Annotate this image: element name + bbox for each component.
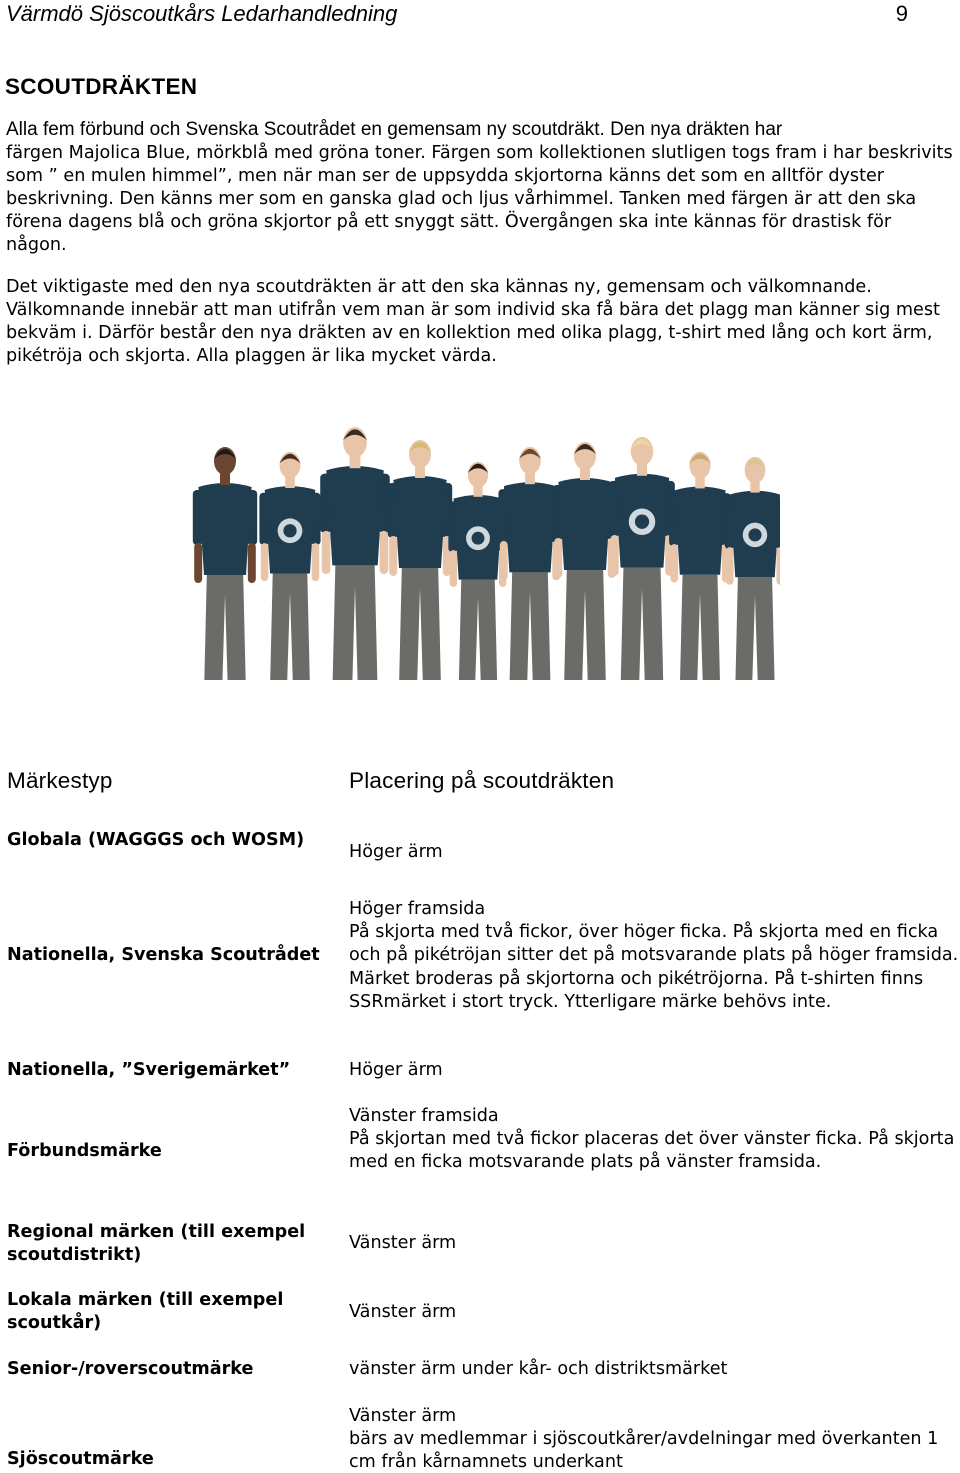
- arm: [776, 547, 780, 585]
- placement-national-ssr: Höger framsida På skjorta med två fickor, över höger ficka. På skjorta med en ficka och på pikétröjan sitter det på motsvarande plats på höger framsida. Märket broderas på skjortorna och pikétröjorna. På t-shirten finns SSRmärket i stort tryck. Ytterligare märke behövs inte.: [349, 899, 959, 1012]
- uniform-shirt: [393, 476, 446, 568]
- arm: [554, 538, 562, 578]
- shirt-print-emblem-center: [283, 524, 296, 537]
- shirt-print-emblem-center: [472, 532, 485, 545]
- scout-figure: [498, 447, 561, 680]
- arm: [312, 543, 320, 581]
- trousers: [332, 565, 377, 680]
- scout-figure: [193, 447, 257, 680]
- arm: [322, 531, 331, 574]
- badge-type-national-ssr: Nationella, Svenska Scoutrådet: [7, 945, 320, 965]
- uniform-shirt: [504, 482, 556, 572]
- trousers: [509, 572, 550, 680]
- welcome-paragraph: Det viktigaste med den nya scoutdräkten är att den ska kännas ny, gemensam och välkomnande. Välkomnande innebär att man utifrån vem man är som individ ska få bära det plagg man känner sig mest bekväm i. Därför består den nya dräkten av en kollektion med olika plagg, t-shirt med lång och kort ärm, pikétröja och skjorta. Alla plaggen är lika mycket värda.: [6, 277, 940, 366]
- badge-type-sverigemarket: Nationella, ”Sverigemärket”: [7, 1060, 291, 1080]
- arm: [261, 543, 269, 581]
- scout-figure: [320, 427, 390, 680]
- badge-type-global: Globala (WAGGGS och WOSM): [7, 830, 305, 850]
- trousers: [270, 574, 310, 681]
- placement-local: Vänster ärm: [349, 1302, 457, 1322]
- badge-type-forbund: Förbundsmärke: [7, 1141, 162, 1161]
- arm: [726, 547, 734, 585]
- placement-senior-rover: vänster ärm under kår- och distriktsmärket: [349, 1359, 728, 1379]
- placement-sea-scout: Vänster ärm bärs av medlemmar i sjöscoutkårer/avdelningar med överkanten 1 cm från kårnamnets underkant: [349, 1406, 939, 1473]
- trousers: [621, 568, 664, 680]
- placement-regional: Vänster ärm: [349, 1233, 457, 1253]
- arm: [500, 541, 508, 580]
- scout-figure: [259, 452, 320, 680]
- scout-figure: [725, 457, 780, 680]
- uniform-shirt: [558, 478, 611, 570]
- trousers: [735, 577, 774, 680]
- page-number: 9: [895, 1, 908, 26]
- page-header: [6, 0, 954, 30]
- arm: [380, 531, 389, 574]
- badge-type-senior-rover: Senior-/roverscoutmärke: [7, 1359, 254, 1379]
- scout-uniform-illustration: [180, 410, 780, 680]
- column-header-badge-type: Märkestyp: [7, 768, 113, 793]
- trousers: [680, 575, 720, 680]
- arm: [670, 544, 678, 582]
- uniform-shirt: [674, 486, 725, 574]
- arm: [611, 535, 619, 576]
- arm: [248, 543, 256, 583]
- shirt-print-emblem-center: [748, 528, 761, 541]
- scout-figure: [609, 437, 675, 680]
- trousers: [459, 580, 498, 680]
- arm: [194, 543, 202, 583]
- arm: [450, 550, 457, 587]
- section-heading: SCOUTDRÄKTEN: [5, 74, 198, 99]
- placement-forbund: Vänster framsida På skjortan med två fickor placeras det över vänster ficka. På skjorta med en ficka motsvarande plats på vänster framsida.: [349, 1106, 955, 1173]
- scout-figure: [669, 452, 731, 680]
- badge-type-regional: Regional märken (till exempel scoutdistrikt): [7, 1222, 306, 1266]
- column-header-placement: Placering på scoutdräkten: [349, 768, 615, 793]
- scout-figure: [388, 440, 452, 680]
- shirt-print-emblem-center: [635, 515, 649, 529]
- uniform-shirt: [326, 466, 383, 565]
- intro-paragraph-first-line: Alla fem förbund och Svenska Scoutrådet en gemensam ny scoutdräkt. Den nya dräkten har: [6, 119, 783, 140]
- badge-type-sea-scout: Sjöscoutmärke: [7, 1449, 154, 1469]
- badge-type-local: Lokala märken (till exempel scoutkår): [7, 1290, 284, 1334]
- document-title: Värmdö Sjöscoutkårs Ledarhandledning: [6, 1, 398, 26]
- trousers: [399, 568, 441, 680]
- arm: [389, 536, 397, 576]
- intro-paragraph: färgen Majolica Blue, mörkblå med gröna toner. Färgen som kollektionen slutligen togs fram i har beskrivits som ” en mulen himmel”, men när man ser de uppsydda skjortorna känns det som en alltför dyster beskrivning. Den känns mer som en ganska glad och ljus vårhimmel. Tanken med färgen är att den ska förena dagens blå och gröna skjortor på ett snyggt sätt. Övergången ska inte kännas för drastisk för någon.: [6, 143, 953, 255]
- scout-figure: [553, 442, 617, 680]
- placement-global: Höger ärm: [349, 842, 443, 862]
- uniform-shirt: [198, 483, 251, 575]
- trousers: [204, 575, 246, 680]
- trousers: [564, 570, 606, 680]
- placement-sverigemarket: Höger ärm: [349, 1060, 443, 1080]
